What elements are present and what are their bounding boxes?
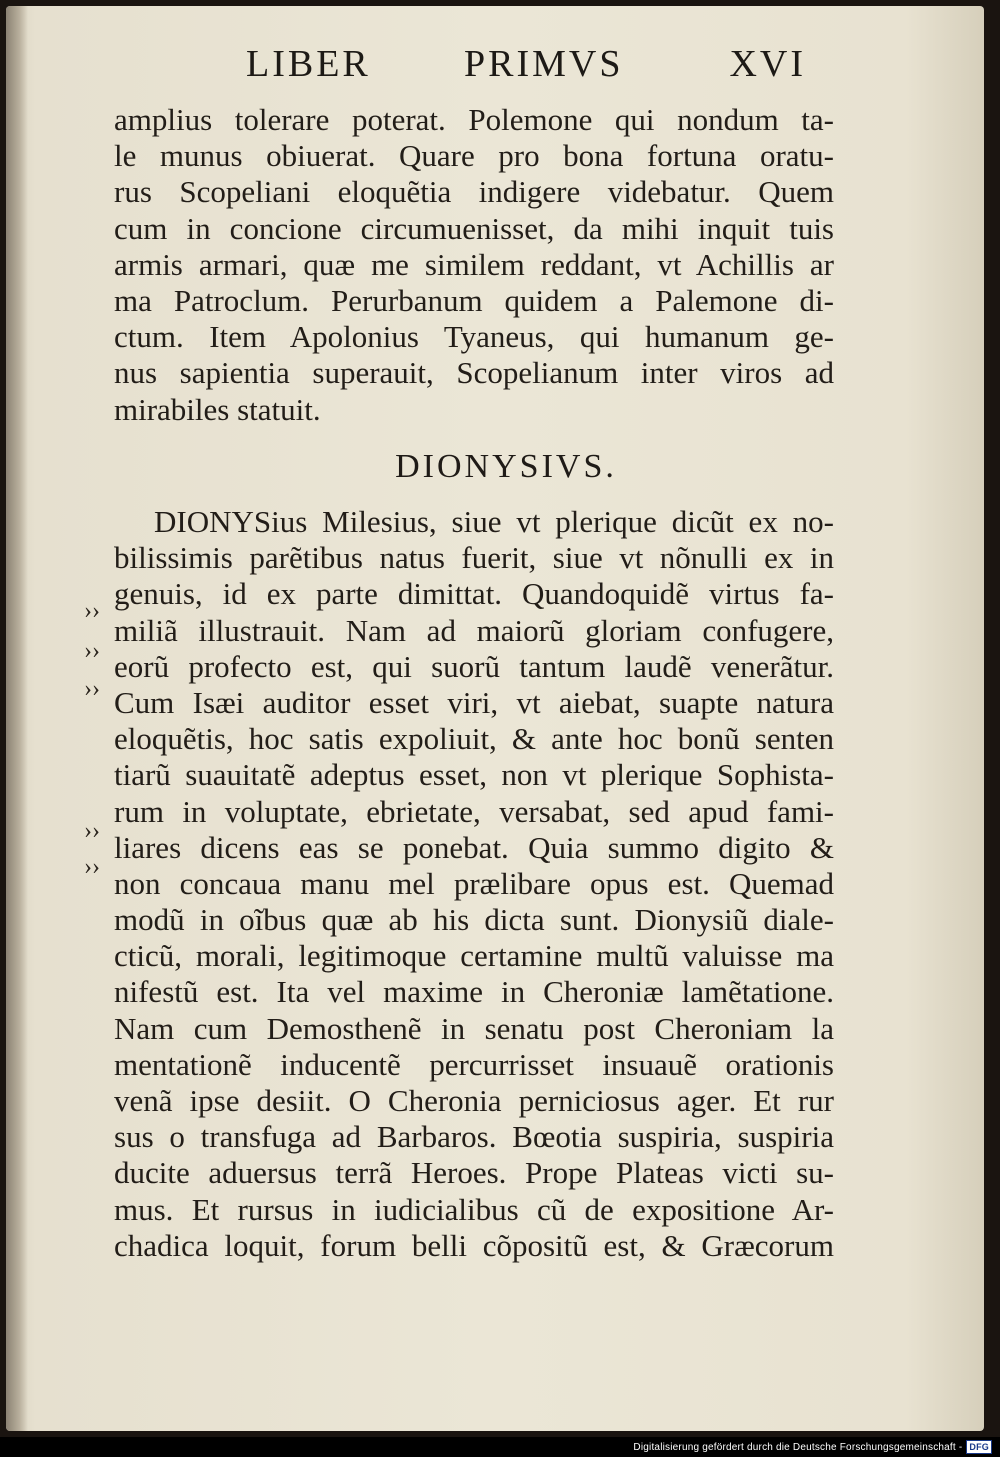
text-line: bilissimis parẽtibus natus fuerit, siue vt nõnulli ex in [114, 540, 834, 576]
text-line: modũ in oĩbus quæ ab his dicta sunt. Dionysiũ diale- [114, 902, 834, 938]
digitization-credit [633, 1440, 992, 1454]
text-line: Cum Isæi auditor esset viri, vt aiebat, suapte natura [114, 684, 834, 720]
text-line: chadica loquit, forum belli cõpositũ est, & Græcorum [114, 1227, 834, 1263]
text-line: ma Patroclum. Perurbanum quidem a Palemone di- [114, 282, 834, 318]
text-line: cticũ, morali, legitimoque certamine multũ valuisse ma [114, 938, 834, 974]
text-line: rum in voluptate, ebrietate, versabat, sed apud fami- [114, 793, 834, 829]
paragraph-2 [114, 504, 834, 1264]
page-number: XVI [729, 43, 806, 85]
text-line: mentationẽ inducentẽ percurrisset insuauẽ orationis [114, 1046, 834, 1082]
text-line: sus o transfuga ad Barbaros. Bœotia suspiria, suspiria [114, 1119, 834, 1155]
text-line: Nam cum Demosthenẽ in senatu post Cheroniam la [114, 1010, 834, 1046]
paragraph-1 [114, 102, 834, 428]
header-left: LIBER [246, 43, 371, 85]
text-line: ducite aduersus terrã Heroes. Prope Plateas victi su- [114, 1155, 834, 1191]
text-line: nifestũ est. Ita vel maxime in Cheroniæ lamẽtatione. [114, 974, 834, 1010]
text-line: ctum. Item Apolonius Tyaneus, qui humanum ge- [114, 319, 834, 355]
header-middle: PRIMVS [464, 43, 624, 85]
text-line: venã ipse desiit. O Cheronia perniciosus ager. Et rur [114, 1083, 834, 1118]
running-header [246, 42, 806, 102]
quote-mark: ›› [84, 676, 100, 702]
text-line: rus Scopeliani eloquẽtia indigere videbatur. Quem [114, 174, 834, 210]
dfg-logo: DFG [966, 1440, 992, 1454]
text-line: mus. Et rursus in iudicialibus cũ de expositione Ar- [114, 1191, 834, 1227]
credit-text: Digitalisierung gefördert durch die Deutsche Forschungsgemeinschaft - [633, 1441, 963, 1453]
page-gutter [6, 6, 28, 1431]
section-title: DIONYSIVS. [395, 448, 617, 485]
book-page [6, 6, 984, 1431]
text-line: DIONYSius Milesius, siue vt plerique dicũt ex no- [154, 504, 834, 539]
text-line: liares dicens eas se ponebat. Quia summo digito & [114, 829, 834, 865]
text-line: eorũ profecto est, qui suorũ tantum laudẽ venerãtur. [114, 648, 834, 684]
text-line: miliã illustrauit. Nam ad maiorũ gloriam confugere, [114, 612, 834, 648]
quote-mark: ›› [84, 818, 100, 844]
quote-mark: ›› [84, 638, 100, 664]
text-line: eloquẽtis, hoc satis expoliuit, & ante hoc bonũ senten [114, 721, 834, 757]
text-line: cum in concione circumuenisset, da mihi inquit tuis [114, 210, 834, 246]
text-line: genuis, id ex parte dimittat. Quandoquidẽ virtus fa- [114, 576, 834, 612]
text-line: nus sapientia superauit, Scopelianum inter viros ad [114, 355, 834, 391]
text-line: le munus obiuerat. Quare pro bona fortuna oratu- [114, 138, 834, 174]
text-line: tiarũ suauitatẽ adeptus esset, non vt plerique Sophista- [114, 757, 834, 793]
text-line: armis armari, quæ me similem reddant, vt Achillis ar [114, 246, 834, 282]
text-line: amplius tolerare poterat. Polemone qui nondum ta- [114, 102, 834, 137]
quote-mark: ›› [84, 854, 100, 880]
text-line: non concaua manu mel prælibare opus est. Quemad [114, 865, 834, 901]
text-line: mirabiles statuit. [114, 391, 321, 427]
quote-mark: ›› [84, 598, 100, 624]
